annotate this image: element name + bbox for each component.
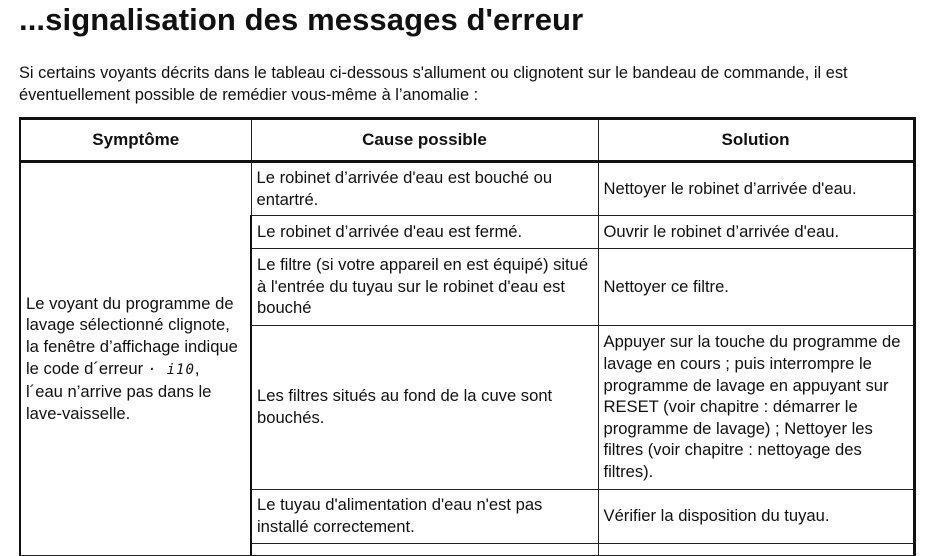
symptom-comma: , [194,358,200,378]
cause-cell: Les filtres situés au fond de la cuve sont bouchés. [251,326,598,490]
solution-cell: Appuyer sur la touche du programme de lavage en cours ; puis interrompre le programme de lavage en appuyant sur RESET (voir chapitre : démarrer le programme de lavage) ; Nettoyer les filtres (voir chapitre : nettoyage des filtres). [598,326,914,490]
error-code-display: · i10 [147,361,195,378]
cause-cell: Le robinet d’arrivée d'eau est bouché ou entartré. [251,162,598,216]
solution-cell: Nettoyer le robinet d’arrivée d'eau. [598,162,914,216]
solution-cell: Ouvrir le robinet d’arrivée d'eau. [598,216,914,249]
symptom-text-end: l´eau n’arrive pas dans le lave-vaisselle. [26,382,212,423]
cause-cell: Le tuyau d'alimentation d'eau n'est pas installé correctement. [251,490,598,544]
intro-paragraph: Si certains voyants décrits dans le tableau ci-dessous s'allument ou clignotent sur le bandeau de commande, il est éventuellement possible de remédier vous-même à l’anomalie : [19,64,848,104]
symptom-text: Le voyant du programme de lavage sélectionné clignote, la fenêtre d’affichage indique le code d´erreur [26,293,238,378]
page-title: ...signalisation des messages d'erreur [19,2,584,37]
error-messages-table [19,117,916,556]
table-row [20,162,914,216]
header-symptom: Symptôme [20,119,251,162]
solution-cell: Nettoyer ce filtre. [598,249,914,326]
cause-cell: Le filtre (si votre appareil en est équipé) situé à l'entrée du tuyau sur le robinet d'eau est bouché [251,249,598,326]
table-header-row [20,119,914,162]
symptom-cell [20,162,251,556]
solution-cell-empty [598,544,914,556]
header-solution: Solution [598,119,914,162]
cause-cell-empty [251,544,598,556]
header-cause: Cause possible [251,119,598,162]
cause-cell: Le robinet d’arrivée d'eau est fermé. [251,216,598,249]
solution-cell: Vérifier la disposition du tuyau. [598,490,914,544]
